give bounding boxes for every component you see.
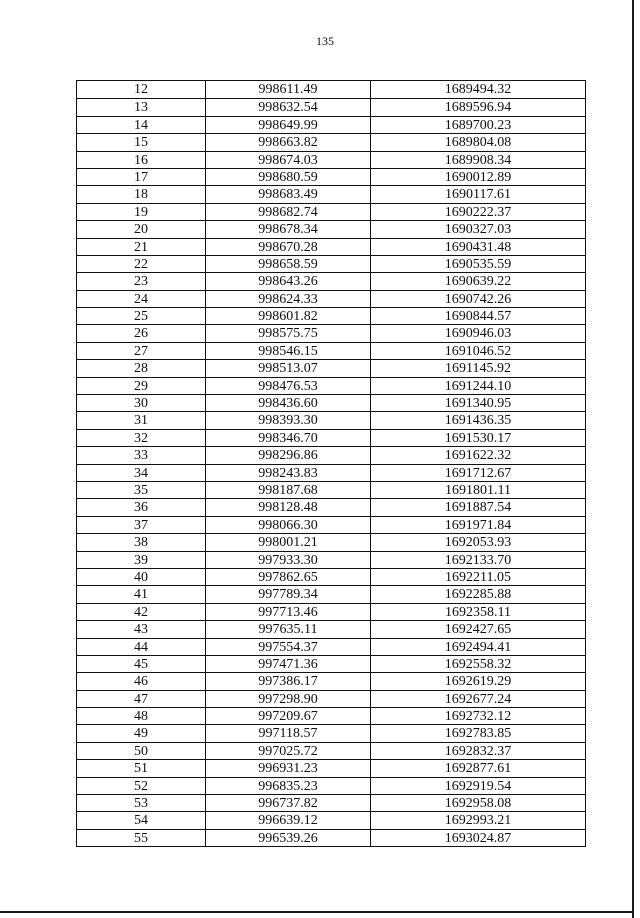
cell-col-3: 1691145.92 (445, 361, 511, 377)
cell-col-2: 998601.82 (206, 308, 371, 324)
cell-col-3: 1689908.34 (444, 152, 512, 168)
table-row (77, 220, 585, 237)
cell-col-1: 23 (77, 273, 206, 289)
cell-col-3: 1691887.54 (444, 500, 512, 516)
cell-col-1: 34 (77, 465, 206, 481)
cell-col-3: 1690639.22 (444, 274, 512, 290)
cell-col-3: 1690117.61 (445, 187, 511, 203)
scan-edge-bottom (0, 911, 634, 913)
table-row (77, 603, 585, 620)
cell-col-3: 1691530.17 (444, 430, 512, 446)
cell-col-1: 42 (77, 604, 206, 620)
table-row (77, 272, 585, 289)
cell-col-1: 13 (77, 99, 206, 115)
cell-col-3: 1689700.23 (444, 117, 512, 133)
cell-col-1: 44 (77, 639, 206, 655)
cell-col-1: 29 (77, 378, 206, 394)
cell-col-1: 50 (77, 743, 206, 759)
cell-col-3: 1691622.32 (444, 448, 512, 464)
cell-col-1: 40 (77, 569, 206, 585)
cell-col-1: 26 (77, 325, 206, 341)
cell-col-2: 997386.17 (206, 673, 371, 689)
scan-edge-right (632, 0, 634, 918)
cell-col-2: 998128.48 (206, 499, 371, 515)
table-row (77, 151, 585, 168)
cell-col-3: 1692958.08 (444, 796, 512, 812)
cell-col-2: 997862.65 (206, 569, 371, 585)
cell-col-3: 1690012.89 (444, 169, 512, 185)
cell-col-1: 22 (77, 256, 206, 272)
cell-col-1: 18 (77, 186, 206, 202)
cell-col-1: 28 (77, 360, 206, 376)
table-row (77, 585, 585, 602)
cell-col-2: 998346.70 (206, 430, 371, 446)
cell-col-3: 1690535.59 (444, 256, 512, 272)
cell-col-2: 997118.57 (206, 725, 371, 741)
cell-col-2: 998436.60 (206, 395, 371, 411)
table-row (77, 498, 585, 515)
table-row (77, 290, 585, 307)
table-row (77, 794, 585, 811)
cell-col-2: 998296.86 (206, 447, 371, 463)
table-row (77, 359, 585, 376)
cell-col-3: 1689494.32 (444, 82, 512, 97)
table-row (77, 411, 585, 428)
cell-col-3: 1689804.08 (444, 135, 512, 151)
cell-col-1: 51 (77, 760, 206, 776)
cell-col-2: 998393.30 (206, 412, 371, 428)
table-row (77, 464, 585, 481)
cell-col-2: 998643.26 (206, 273, 371, 289)
cell-col-1: 15 (77, 134, 206, 150)
cell-col-1: 41 (77, 586, 206, 602)
cell-col-1: 46 (77, 673, 206, 689)
cell-col-1: 55 (77, 830, 206, 846)
cell-col-2: 997789.34 (206, 586, 371, 602)
table-row (77, 742, 585, 759)
cell-col-1: 12 (77, 81, 206, 98)
cell-col-2: 996835.23 (206, 778, 371, 794)
cell-col-2: 997025.72 (206, 743, 371, 759)
cell-col-1: 21 (77, 239, 206, 255)
cell-col-1: 27 (77, 343, 206, 359)
cell-col-2: 997471.36 (206, 656, 371, 672)
cell-col-2: 998680.59 (206, 169, 371, 185)
cell-col-2: 998187.68 (206, 482, 371, 498)
cell-col-2: 998678.34 (206, 221, 371, 237)
table-row (77, 551, 585, 568)
cell-col-2: 998476.53 (206, 378, 371, 394)
cell-col-2: 997933.30 (206, 552, 371, 568)
cell-col-1: 24 (77, 291, 206, 307)
cell-col-1: 36 (77, 499, 206, 515)
cell-col-1: 32 (77, 430, 206, 446)
table-row (77, 516, 585, 533)
cell-col-3: 1692358.11 (445, 604, 511, 620)
cell-col-1: 54 (77, 812, 206, 828)
cell-col-2: 998663.82 (206, 134, 371, 150)
cell-col-2: 997209.67 (206, 708, 371, 724)
cell-col-1: 39 (77, 552, 206, 568)
cell-col-2: 998066.30 (206, 517, 371, 533)
cell-col-3: 1690327.03 (444, 222, 512, 238)
cell-col-2: 998658.59 (206, 256, 371, 272)
cell-col-1: 33 (77, 447, 206, 463)
table-row (77, 185, 585, 202)
cell-col-1: 25 (77, 308, 206, 324)
cell-col-1: 16 (77, 152, 206, 168)
cell-col-1: 35 (77, 482, 206, 498)
cell-col-1: 53 (77, 795, 206, 811)
cell-col-2: 997554.37 (206, 639, 371, 655)
table-row (77, 533, 585, 550)
cell-col-3: 1692832.37 (444, 743, 512, 759)
cell-col-2: 998243.83 (206, 465, 371, 481)
cell-col-1: 38 (77, 534, 206, 550)
cell-col-3: 1692783.85 (444, 726, 512, 742)
cell-col-3: 1693024.87 (444, 830, 512, 846)
cell-col-2: 998670.28 (206, 239, 371, 255)
table-row (77, 98, 585, 115)
cell-col-2: 997298.90 (206, 691, 371, 707)
cell-col-2: 998611.49 (206, 81, 371, 98)
cell-col-1: 49 (77, 725, 206, 741)
cell-col-1: 20 (77, 221, 206, 237)
cell-col-2: 996539.26 (206, 830, 371, 846)
table-row (77, 133, 585, 150)
cell-col-3: 1692732.12 (444, 709, 512, 725)
data-table (76, 80, 586, 847)
table-row (77, 620, 585, 637)
cell-col-3: 1691436.35 (444, 413, 512, 429)
table-row (77, 481, 585, 498)
cell-col-1: 52 (77, 778, 206, 794)
cell-col-3: 1692211.05 (445, 569, 511, 585)
cell-col-3: 1691712.67 (444, 465, 512, 481)
cell-col-1: 48 (77, 708, 206, 724)
cell-col-3: 1692993.21 (444, 813, 512, 829)
table-row (77, 377, 585, 394)
table-row (77, 655, 585, 672)
cell-col-2: 997713.46 (206, 604, 371, 620)
cell-col-3: 1691046.52 (444, 343, 512, 359)
cell-col-2: 998001.21 (206, 534, 371, 550)
table-row (77, 690, 585, 707)
table-row (77, 81, 585, 98)
table-row (77, 394, 585, 411)
cell-col-2: 996737.82 (206, 795, 371, 811)
cell-col-3: 1692558.32 (444, 656, 512, 672)
table-row (77, 759, 585, 776)
table-row (77, 446, 585, 463)
cell-col-3: 1690742.26 (444, 291, 512, 307)
cell-col-2: 998546.15 (206, 343, 371, 359)
cell-col-2: 998674.03 (206, 152, 371, 168)
cell-col-3: 1691971.84 (444, 517, 512, 533)
cell-col-3: 1692919.54 (444, 778, 512, 794)
cell-col-3: 1692494.41 (444, 639, 512, 655)
cell-col-3: 1692427.65 (444, 622, 512, 638)
cell-col-1: 19 (77, 204, 206, 220)
table-row (77, 829, 585, 846)
cell-col-3: 1690844.57 (444, 309, 512, 325)
cell-col-1: 43 (77, 621, 206, 637)
cell-col-3: 1692285.88 (444, 587, 512, 603)
cell-col-3: 1690222.37 (444, 204, 512, 220)
cell-col-2: 998683.49 (206, 186, 371, 202)
cell-col-3: 1691244.10 (444, 378, 512, 394)
table-row (77, 307, 585, 324)
table-row (77, 429, 585, 446)
table-row (77, 203, 585, 220)
table-row (77, 324, 585, 341)
cell-col-2: 998513.07 (206, 360, 371, 376)
cell-col-3: 1691340.95 (444, 396, 512, 412)
table-row (77, 168, 585, 185)
cell-col-3: 1692877.61 (444, 761, 512, 777)
cell-col-2: 998575.75 (206, 325, 371, 341)
table-row (77, 724, 585, 741)
page-number: 135 (316, 34, 334, 48)
table-row (77, 811, 585, 828)
cell-col-2: 998624.33 (206, 291, 371, 307)
cell-col-3: 1691801.11 (445, 482, 511, 498)
table-row (77, 116, 585, 133)
cell-col-2: 996931.23 (206, 760, 371, 776)
cell-col-3: 1690431.48 (444, 239, 512, 255)
cell-col-1: 45 (77, 656, 206, 672)
table-row (77, 777, 585, 794)
cell-col-3: 1692053.93 (444, 535, 512, 551)
table-row (77, 707, 585, 724)
cell-col-3: 1690946.03 (444, 326, 512, 342)
cell-col-3: 1689596.94 (444, 100, 512, 116)
cell-col-1: 37 (77, 517, 206, 533)
cell-col-1: 47 (77, 691, 206, 707)
cell-col-3: 1692133.70 (444, 552, 512, 568)
cell-col-2: 998632.54 (206, 99, 371, 115)
table-row (77, 638, 585, 655)
table-row (77, 672, 585, 689)
table-row (77, 568, 585, 585)
cell-col-1: 14 (77, 117, 206, 133)
cell-col-2: 998682.74 (206, 204, 371, 220)
cell-col-1: 30 (77, 395, 206, 411)
table-row (77, 342, 585, 359)
cell-col-2: 997635.11 (206, 621, 371, 637)
cell-col-1: 31 (77, 412, 206, 428)
table-row (77, 255, 585, 272)
cell-col-3: 1692677.24 (444, 691, 512, 707)
cell-col-2: 998649.99 (206, 117, 371, 133)
table-row (77, 238, 585, 255)
cell-col-1: 17 (77, 169, 206, 185)
cell-col-2: 996639.12 (206, 812, 371, 828)
cell-col-3: 1692619.29 (444, 674, 512, 690)
